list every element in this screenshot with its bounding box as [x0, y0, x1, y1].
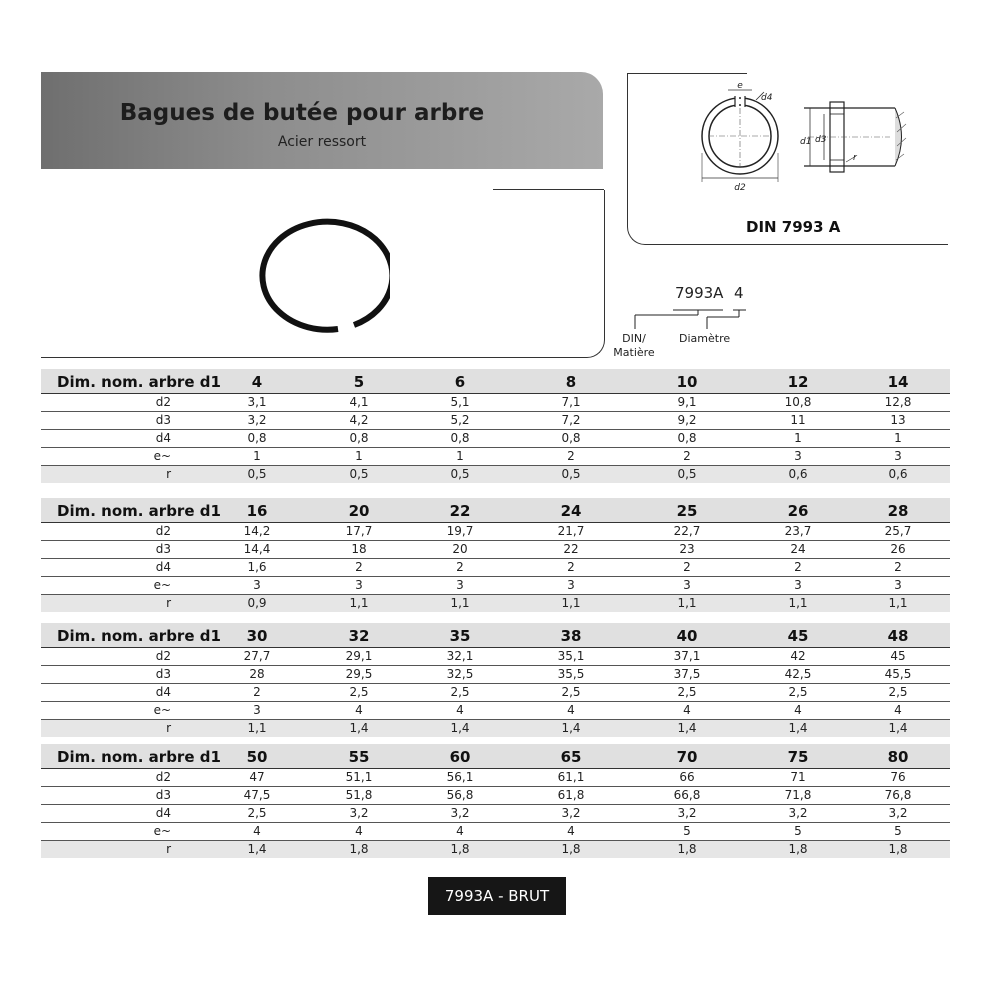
shaft-diameter-header: 32	[348, 627, 370, 645]
table-row	[41, 541, 950, 559]
table-cell: 71	[790, 770, 806, 784]
shaft-diameter-header: 65	[560, 748, 582, 766]
table-cell: 1,1	[561, 596, 581, 610]
table-cell: 66	[679, 770, 695, 784]
table-cell: 56,1	[446, 770, 474, 784]
table-cell: 19,7	[446, 524, 474, 538]
table-row	[41, 787, 950, 805]
table-header-label: Dim. nom. arbre d1	[57, 502, 221, 520]
shaft-diameter-header: 80	[887, 748, 909, 766]
table-row	[41, 666, 950, 684]
table-cell: 14,2	[243, 524, 271, 538]
shaft-diameter-header: 16	[246, 502, 268, 520]
table-cell: 26	[890, 542, 906, 556]
row-label: d2	[155, 395, 171, 409]
table-row	[41, 466, 950, 483]
row-label: d4	[155, 431, 171, 445]
table-cell: 3	[253, 578, 261, 592]
row-label: d3	[155, 667, 171, 681]
table-cell: 1,8	[561, 842, 581, 856]
table-cell: 27,7	[243, 649, 271, 663]
row-label: e~	[153, 578, 171, 592]
row-label: r	[166, 596, 171, 610]
table-cell: 76	[890, 770, 906, 784]
shaft-diameter-header: 70	[676, 748, 698, 766]
label-d1: d1	[800, 137, 812, 147]
table-cell: 2,5	[677, 685, 697, 699]
table-cell: 1,4	[677, 721, 697, 735]
table-row	[41, 841, 950, 858]
table-cell: 18	[351, 542, 367, 556]
shaft-diameter-header: 48	[887, 627, 909, 645]
table-cell: 3,2	[349, 806, 369, 820]
row-label: d2	[155, 770, 171, 784]
label-r: r	[853, 153, 857, 163]
table-cell: 5	[683, 824, 691, 838]
table-cell: 1,8	[677, 842, 697, 856]
table-cell: 0,8	[247, 431, 267, 445]
table-cell: 1	[894, 431, 902, 445]
shaft-diameter-header: 60	[449, 748, 471, 766]
table-cell: 20	[452, 542, 468, 556]
table-cell: 21,7	[557, 524, 585, 538]
shaft-diameter-header: 30	[246, 627, 268, 645]
shaft-diameter-header: 75	[787, 748, 809, 766]
shaft-diameter-header: 45	[787, 627, 809, 645]
table-cell: 76,8	[884, 788, 912, 802]
row-label: e~	[153, 703, 171, 717]
table-cell: 0,6	[888, 467, 908, 481]
shaft-diameter-header: 25	[676, 502, 698, 520]
row-label: d3	[155, 542, 171, 556]
row-label: d3	[155, 788, 171, 802]
table-cell: 4	[894, 703, 902, 717]
table-cell: 3	[355, 578, 363, 592]
table-cell: 4	[456, 824, 464, 838]
table-cell: 1,1	[788, 596, 808, 610]
table-cell: 11	[790, 413, 806, 427]
shaft-diameter-header: 6	[454, 373, 466, 391]
table-cell: 3,2	[788, 806, 808, 820]
table-row	[41, 394, 950, 412]
table-cell: 2	[567, 560, 575, 574]
table-cell: 4	[456, 703, 464, 717]
table-cell: 2	[456, 560, 464, 574]
table-cell: 2	[567, 449, 575, 463]
table-cell: 3	[894, 578, 902, 592]
table-cell: 5	[894, 824, 902, 838]
row-label: d2	[155, 524, 171, 538]
shaft-diameter-header: 38	[560, 627, 582, 645]
table-cell: 0,5	[349, 467, 369, 481]
table-cell: 9,2	[677, 413, 697, 427]
table-cell: 0,8	[450, 431, 470, 445]
shaft-diameter-header: 8	[565, 373, 577, 391]
table-cell: 1,4	[450, 721, 470, 735]
table-cell: 1,4	[561, 721, 581, 735]
table-cell: 35,1	[557, 649, 585, 663]
table-cell: 4	[567, 703, 575, 717]
product-code-badge: 7993A - BRUT	[428, 877, 566, 915]
table-cell: 71,8	[784, 788, 812, 802]
row-label: e~	[153, 449, 171, 463]
dimension-table-1	[41, 369, 950, 483]
table-cell: 2,5	[450, 685, 470, 699]
table-cell: 1,1	[349, 596, 369, 610]
table-cell: 1,8	[349, 842, 369, 856]
table-cell: 35,5	[557, 667, 585, 681]
table-row	[41, 448, 950, 466]
row-label: d4	[155, 806, 171, 820]
table-cell: 37,1	[673, 649, 701, 663]
table-row	[41, 559, 950, 577]
designation-size: 4	[734, 284, 744, 302]
table-row	[41, 769, 950, 787]
table-cell: 4,2	[349, 413, 369, 427]
table-cell: 2,5	[561, 685, 581, 699]
shaft-diameter-header: 40	[676, 627, 698, 645]
table-cell: 3,2	[450, 806, 470, 820]
table-row	[41, 595, 950, 612]
table-cell: 1,8	[888, 842, 908, 856]
table-header	[41, 623, 950, 648]
table-cell: 3	[794, 578, 802, 592]
row-label: d3	[155, 413, 171, 427]
table-cell: 61,1	[557, 770, 585, 784]
table-row	[41, 412, 950, 430]
shaft-diameter-header: 5	[353, 373, 365, 391]
table-cell: 28	[249, 667, 265, 681]
table-cell: 1	[253, 449, 261, 463]
table-cell: 3,2	[247, 413, 267, 427]
table-row	[41, 684, 950, 702]
table-cell: 45,5	[884, 667, 912, 681]
table-cell: 17,7	[345, 524, 373, 538]
shaft-diameter-header: 24	[560, 502, 582, 520]
page-subtitle: Acier ressort	[277, 134, 367, 150]
table-cell: 51,1	[345, 770, 373, 784]
table-row	[41, 720, 950, 737]
shaft-diameter-header: 4	[251, 373, 263, 391]
table-cell: 61,8	[557, 788, 585, 802]
table-header	[41, 744, 950, 769]
table-cell: 24	[790, 542, 806, 556]
row-label: d4	[155, 685, 171, 699]
table-cell: 0,9	[247, 596, 267, 610]
row-label: r	[166, 467, 171, 481]
row-label: d2	[155, 649, 171, 663]
table-cell: 10,8	[784, 395, 812, 409]
table-cell: 12,8	[884, 395, 912, 409]
table-cell: 0,5	[677, 467, 697, 481]
table-cell: 4	[567, 824, 575, 838]
table-cell: 3	[794, 449, 802, 463]
table-cell: 7,2	[561, 413, 581, 427]
table-cell: 5	[794, 824, 802, 838]
technical-drawing	[690, 78, 920, 208]
table-header	[41, 369, 950, 394]
table-cell: 3	[253, 703, 261, 717]
row-label: r	[166, 721, 171, 735]
label-e: e	[737, 81, 743, 91]
table-row	[41, 523, 950, 541]
designation-key-lines	[625, 303, 755, 335]
table-row	[41, 430, 950, 448]
table-row	[41, 702, 950, 720]
table-cell: 2,5	[788, 685, 808, 699]
table-cell: 3,2	[677, 806, 697, 820]
table-cell: 51,8	[345, 788, 373, 802]
table-cell: 4	[683, 703, 691, 717]
dimension-table-3	[41, 623, 950, 737]
table-cell: 23,7	[784, 524, 812, 538]
table-cell: 3	[683, 578, 691, 592]
table-cell: 29,1	[345, 649, 373, 663]
table-cell: 1,4	[788, 721, 808, 735]
table-cell: 1	[794, 431, 802, 445]
table-cell: 56,8	[446, 788, 474, 802]
shaft-diameter-header: 50	[246, 748, 268, 766]
shaft-diameter-header: 55	[348, 748, 370, 766]
table-row	[41, 577, 950, 595]
table-cell: 25,7	[884, 524, 912, 538]
table-cell: 0,8	[349, 431, 369, 445]
table-cell: 5,2	[450, 413, 470, 427]
table-cell: 2	[253, 685, 261, 699]
table-cell: 1,4	[349, 721, 369, 735]
table-cell: 3,1	[247, 395, 267, 409]
table-cell: 5,1	[450, 395, 470, 409]
designation-diameter-label: Diamètre	[679, 332, 731, 345]
table-cell: 2,5	[247, 806, 267, 820]
shaft-diameter-header: 10	[676, 373, 698, 391]
table-cell: 0,8	[677, 431, 697, 445]
row-label: d4	[155, 560, 171, 574]
table-cell: 1,1	[888, 596, 908, 610]
row-label: e~	[153, 824, 171, 838]
table-cell: 42	[790, 649, 806, 663]
table-cell: 13	[890, 413, 906, 427]
table-cell: 66,8	[673, 788, 701, 802]
table-header-label: Dim. nom. arbre d1	[57, 373, 221, 391]
table-cell: 0,6	[788, 467, 808, 481]
table-cell: 32,5	[446, 667, 474, 681]
label-d2: d2	[734, 183, 746, 193]
table-cell: 22,7	[673, 524, 701, 538]
table-cell: 1	[355, 449, 363, 463]
din-standard-label: DIN 7993 A	[746, 218, 841, 236]
table-cell: 4	[355, 703, 363, 717]
designation-din-label: DIN/ Matière	[613, 332, 655, 359]
table-cell: 9,1	[677, 395, 697, 409]
table-cell: 1	[456, 449, 464, 463]
table-cell: 23	[679, 542, 695, 556]
page-title: Bagues de butée pour arbre	[119, 100, 485, 126]
shaft-diameter-header: 22	[449, 502, 471, 520]
shaft-diameter-header: 35	[449, 627, 471, 645]
shaft-diameter-header: 12	[787, 373, 809, 391]
row-label: r	[166, 842, 171, 856]
table-cell: 4	[355, 824, 363, 838]
table-cell: 2	[355, 560, 363, 574]
designation-code: 7993A	[675, 284, 724, 302]
shaft-diameter-header: 26	[787, 502, 809, 520]
table-cell: 4	[794, 703, 802, 717]
table-cell: 7,1	[561, 395, 581, 409]
table-cell: 42,5	[784, 667, 812, 681]
table-cell: 3	[567, 578, 575, 592]
label-d3: d3	[815, 135, 827, 145]
table-cell: 1,1	[450, 596, 470, 610]
table-cell: 3	[894, 449, 902, 463]
shaft-diameter-header: 28	[887, 502, 909, 520]
shaft-diameter-header: 14	[887, 373, 909, 391]
table-cell: 1,4	[247, 842, 267, 856]
table-cell: 45	[890, 649, 906, 663]
table-cell: 3,2	[561, 806, 581, 820]
retaining-ring-photo	[250, 212, 390, 342]
table-cell: 2	[894, 560, 902, 574]
table-cell: 1,8	[788, 842, 808, 856]
table-header	[41, 498, 950, 523]
table-cell: 4,1	[349, 395, 369, 409]
table-header-label: Dim. nom. arbre d1	[57, 627, 221, 645]
dimension-table-4	[41, 744, 950, 858]
table-cell: 0,5	[450, 467, 470, 481]
table-cell: 14,4	[243, 542, 271, 556]
dimension-table-2	[41, 498, 950, 612]
table-cell: 37,5	[673, 667, 701, 681]
table-row	[41, 805, 950, 823]
shaft-diameter-header: 20	[348, 502, 370, 520]
label-d4: d4	[761, 93, 773, 103]
table-cell: 2	[683, 449, 691, 463]
table-cell: 0,5	[247, 467, 267, 481]
table-cell: 0,8	[561, 431, 581, 445]
table-cell: 29,5	[345, 667, 373, 681]
table-cell: 47,5	[243, 788, 271, 802]
table-row	[41, 648, 950, 666]
table-cell: 2,5	[888, 685, 908, 699]
table-cell: 1,8	[450, 842, 470, 856]
table-cell: 22	[563, 542, 579, 556]
table-cell: 2	[683, 560, 691, 574]
table-cell: 47	[249, 770, 265, 784]
table-cell: 1,6	[247, 560, 267, 574]
table-row	[41, 823, 950, 841]
table-cell: 32,1	[446, 649, 474, 663]
table-cell: 2,5	[349, 685, 369, 699]
table-cell: 2	[794, 560, 802, 574]
table-cell: 1,4	[888, 721, 908, 735]
table-cell: 3	[456, 578, 464, 592]
table-cell: 1,1	[677, 596, 697, 610]
table-cell: 4	[253, 824, 261, 838]
table-header-label: Dim. nom. arbre d1	[57, 748, 221, 766]
table-cell: 0,5	[561, 467, 581, 481]
table-cell: 3,2	[888, 806, 908, 820]
table-cell: 1,1	[247, 721, 267, 735]
